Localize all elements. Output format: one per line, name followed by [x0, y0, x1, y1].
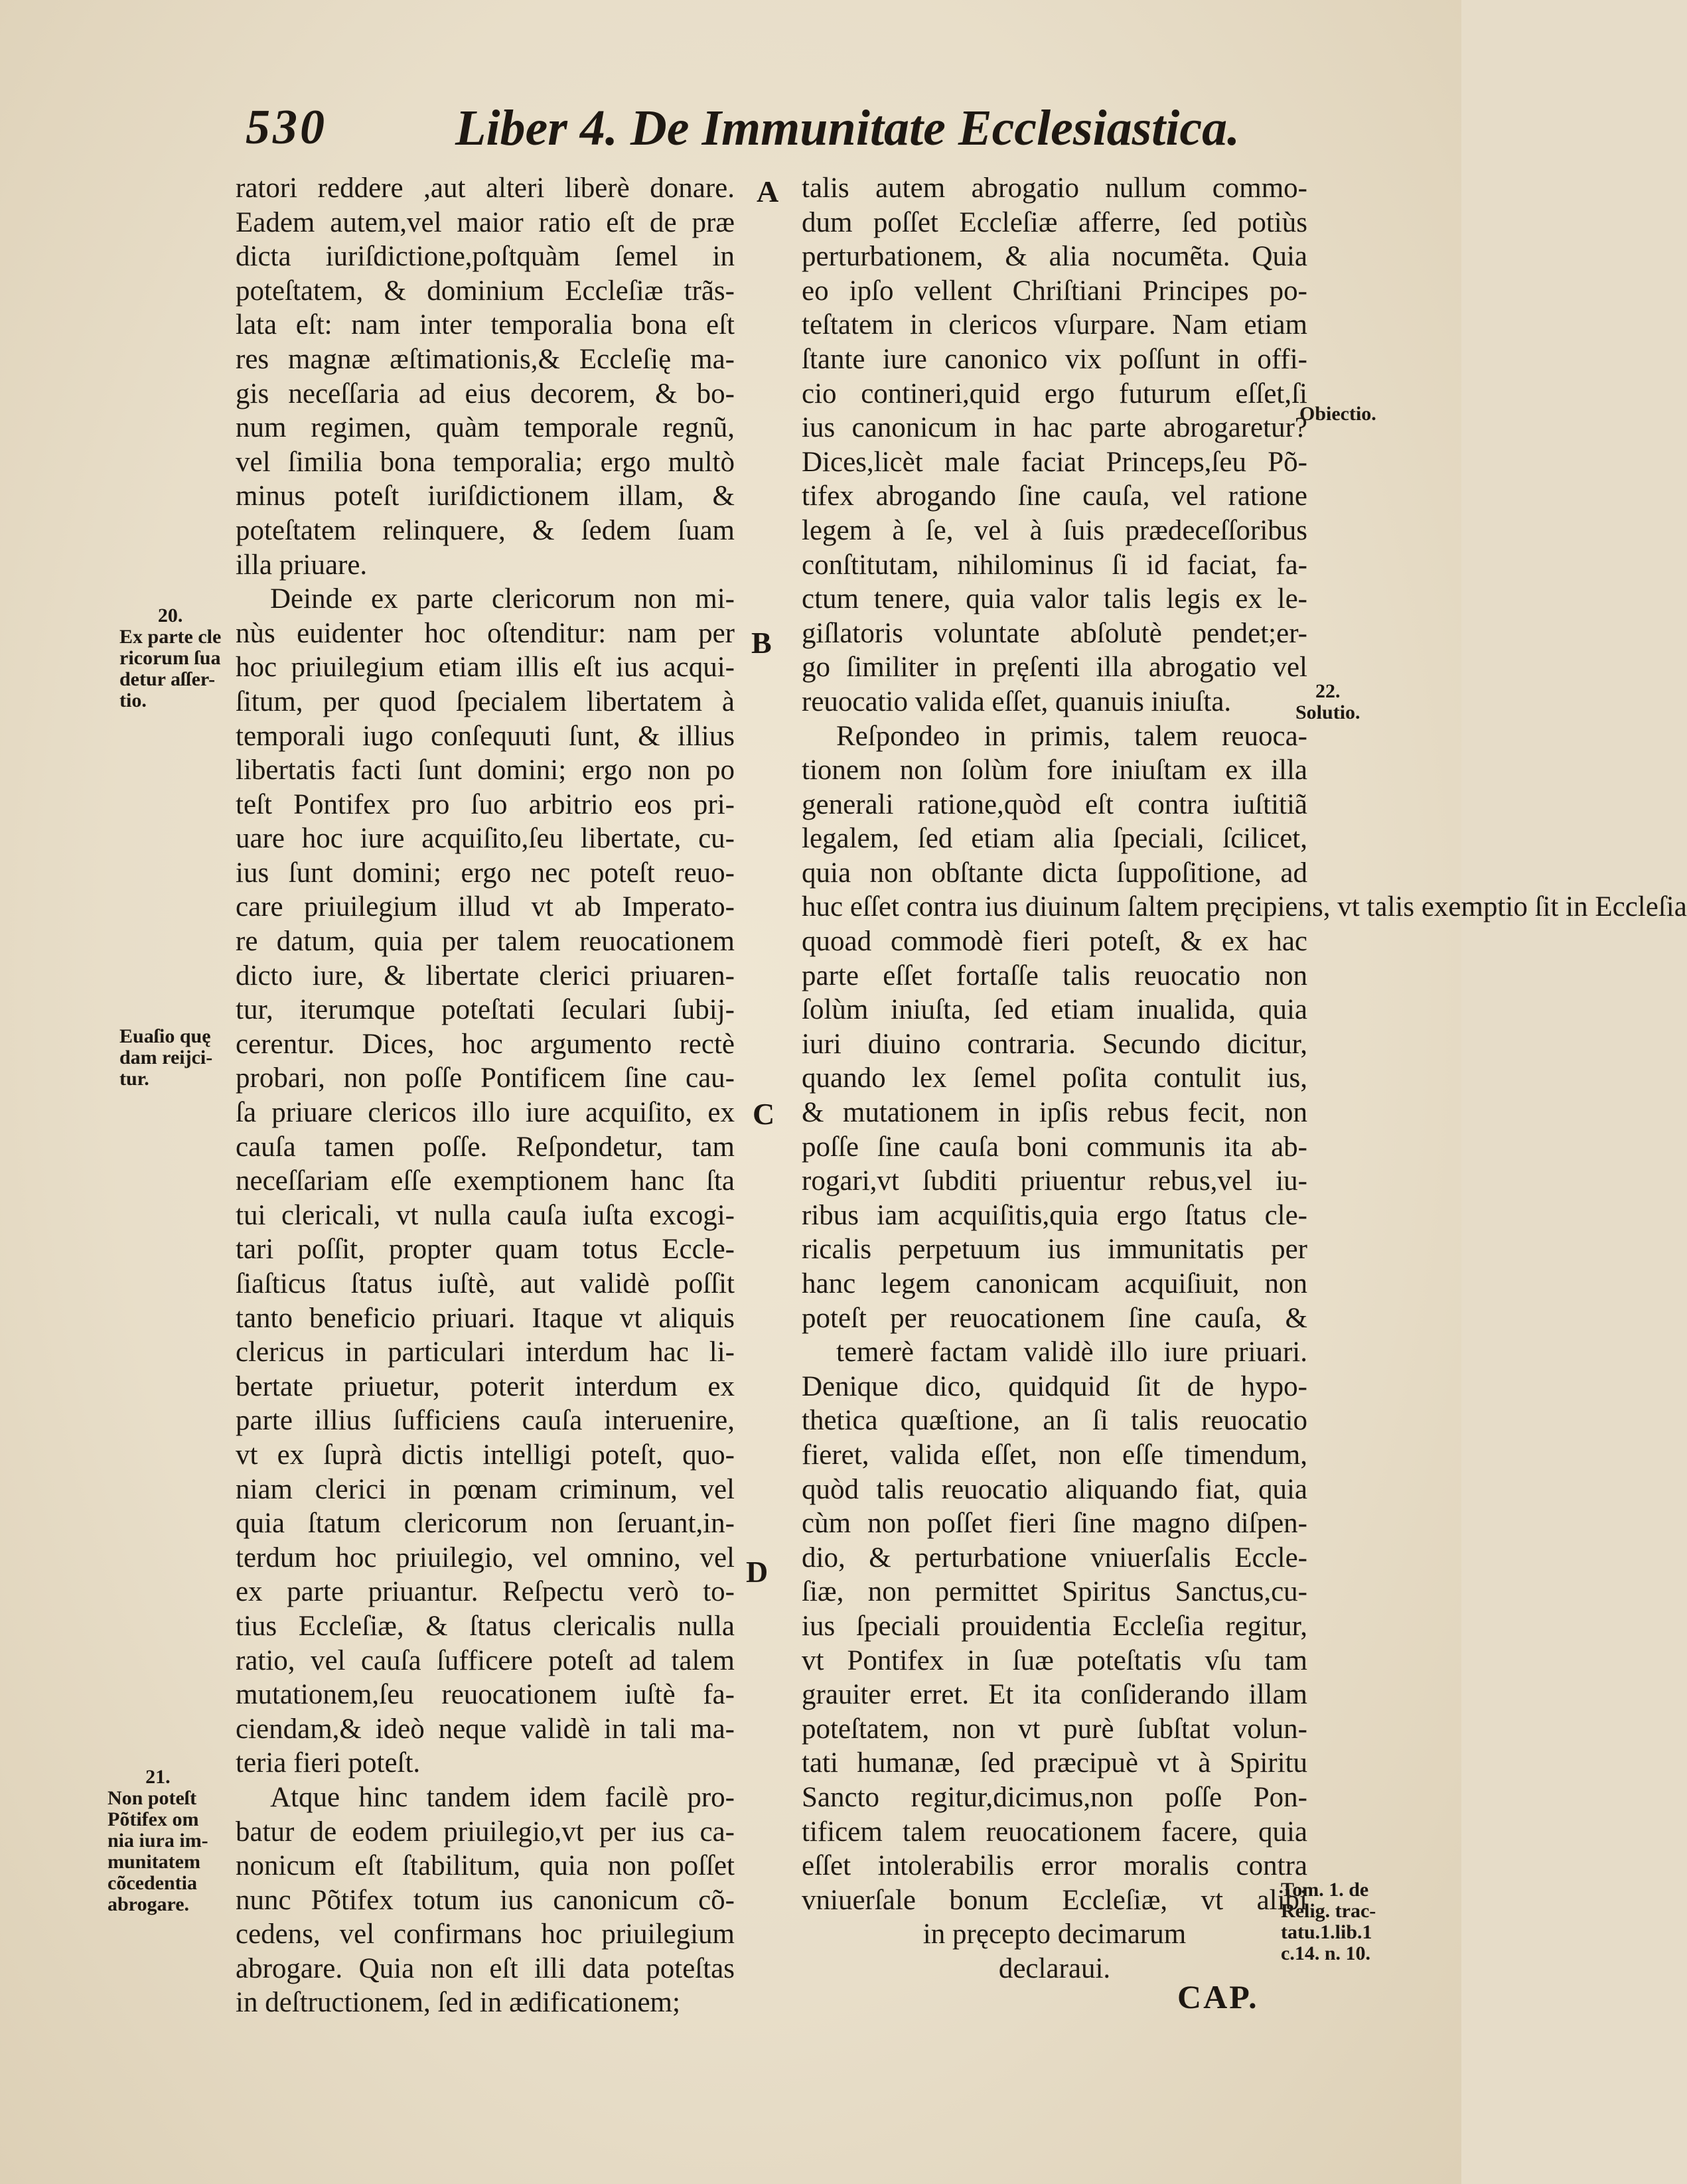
text-line: vel ſimilia bona temporalia; ergo multò	[236, 446, 735, 478]
text-line: tati humanæ, ſed præcipuè vt à Spiritu	[802, 1747, 1307, 1779]
text-line: ribus iam acquiſitis,quia ergo ſtatus cle-	[802, 1199, 1307, 1231]
text-line: Eadem autem,vel maior ratio eſt de præ	[236, 206, 735, 238]
text-line: tius Eccleſiæ, & ſtatus clericalis nulla	[236, 1610, 735, 1642]
text-line: re datum, quia per talem reuocationem	[236, 926, 735, 958]
text-line: ſtante iure canonico vix poſſunt in offi-	[802, 343, 1307, 375]
page-header	[0, 100, 1461, 173]
text-line: Reſpondeo in primis, talem reuoca-	[836, 720, 1307, 752]
text-line: hoc priuilegium etiam illis eſt ius acqui-	[236, 652, 735, 684]
text-line: minus poteſt iuriſdictionem illam, &	[236, 480, 735, 512]
text-line: cedens, vel confirmans hoc priuilegium	[236, 1919, 735, 1950]
text-line: quoad commodè fieri poteſt, & ex hac	[802, 926, 1307, 958]
text-line: illa priuare.	[236, 549, 368, 581]
text-line: go ſimiliter in pręſenti illa abrogatio vel	[802, 652, 1307, 684]
text-line: cerentur. Dices, hoc argumento rectè	[236, 1028, 735, 1060]
text-line: in deſtructionem, ſed in ædificationem;	[236, 1987, 680, 2019]
text-line: poteſtatem, non vt purè ſubſtat volun-	[802, 1713, 1307, 1745]
text-line: ciendam,& ideò neque validè in tali ma-	[236, 1713, 735, 1745]
text-line: vt ex ſuprà dictis intelligi poteſt, quo-	[236, 1439, 735, 1471]
text-line: clericus in particulari interdum hac li-	[236, 1337, 735, 1368]
margin-note-reference: Tom. 1. de Relig. trac- tatu.1.lib.1 c.14. n. 10.	[1281, 1879, 1376, 1964]
text-line: parte illius ſufficiens cauſa interuenire,	[236, 1405, 735, 1437]
text-line: care priuilegium illud vt ab Imperato-	[236, 891, 735, 923]
text-line: legem à ſe, vel à ſuis prædeceſſoribus	[802, 514, 1307, 546]
section-letter-a: A	[757, 175, 779, 208]
section-letter-d: D	[746, 1555, 769, 1589]
text-line: Sancto regitur,dicimus,non poſſe Pon-	[802, 1781, 1307, 1813]
text-line: ratori reddere ,aut alteri liberè donare.	[236, 173, 735, 204]
margin-note-20: 20. Ex parte cle ricorum ſua detur aſſer- tio.	[119, 605, 222, 711]
text-line: Dices,licèt male faciat Princeps,ſeu Põ-	[802, 446, 1307, 478]
text-line: ius canonicum in hac parte abrogaretur?	[802, 412, 1307, 444]
text-line: quia non obſtante dicta ſuppoſitione, ad	[802, 857, 1307, 889]
text-line: bertate priuetur, poterit interdum ex	[236, 1370, 735, 1402]
text-line: terdum hoc priuilegio, vel omnino, vel	[236, 1542, 735, 1573]
page-number: 530	[246, 100, 327, 155]
margin-note-22: 22. Solutio.	[1295, 680, 1360, 723]
text-line: cauſa tamen poſſe. Reſpondetur, tam	[236, 1131, 735, 1163]
text-line: poteſtatem relinquere, & ſedem ſuam	[236, 514, 735, 546]
text-line: eſſet intolerabilis error moralis contra	[802, 1850, 1307, 1882]
text-line: ius ſunt domini; ergo nec poteſt reuo-	[236, 857, 735, 889]
text-line: libertatis facti ſunt domini; ergo non po	[236, 755, 735, 786]
text-line: cio contineri,quid ergo futurum eſſet,ſi	[802, 378, 1307, 409]
margin-note-21: 21. Non poteſt Põtifex om nia iura im- munitatem cõcedentia abrogare.	[108, 1766, 208, 1915]
text-line: conſtitutam, nihilominus ſi id faciat, fa-	[802, 549, 1307, 581]
text-line: legalem, ſed etiam alia ſpeciali, ſcilicet,	[802, 823, 1307, 855]
text-line: tanto beneficio priuari. Itaque vt aliquis	[236, 1302, 735, 1334]
text-line: ratio, vel cauſa ſufficere poteſt ad talem	[236, 1644, 735, 1676]
text-line: res magnæ æſtimationis,& Eccleſię ma-	[236, 343, 735, 375]
text-line: teſtatem in clericos vſurpare. Nam etiam	[802, 309, 1307, 341]
text-line: perturbationem, & alia nocumẽta. Quia	[802, 241, 1307, 273]
text-line: tari poſſit, propter quam totus Eccle-	[236, 1234, 735, 1266]
text-line: dio, & perturbatione vniuerſalis Eccle-	[802, 1542, 1307, 1573]
text-line: cùm non poſſet fieri ſine magno diſpen-	[802, 1508, 1307, 1540]
running-head: Liber 4. De Immunitate Ecclesiastica.	[455, 100, 1240, 156]
text-line: vniuerſale bonum Eccleſiæ, vt alibi	[802, 1884, 1307, 1916]
text-line: poteſt per reuocationem ſine cauſa, &	[802, 1302, 1307, 1334]
text-line: rogari,vt ſubditi priuentur rebus,vel iu-	[802, 1165, 1307, 1197]
text-line: nùs euidenter hoc oſtenditur: nam per	[236, 617, 735, 649]
text-line: generali ratione,quòd eſt contra iuſtitiã	[802, 788, 1307, 820]
text-line: uare hoc iure acquiſito,ſeu libertate, cu-	[236, 823, 735, 855]
text-line: ſiæ, non permittet Spiritus Sanctus,cu-	[802, 1576, 1307, 1608]
text-line: Denique dico, quidquid ſit de hypo-	[802, 1370, 1307, 1402]
text-line: in pręcepto decimarum	[922, 1919, 1187, 1950]
text-line: tur, iterumque poteſtati ſeculari ſubij-	[236, 994, 735, 1026]
section-letter-b: B	[751, 626, 772, 660]
text-line: temerè factam validè illo iure priuari.	[836, 1337, 1307, 1368]
text-line: teſt Pontifex pro ſuo arbitrio eos pri-	[236, 788, 735, 820]
text-line: grauiter erret. Et ita conſiderando illam	[802, 1679, 1307, 1711]
text-line: nonicum eſt ſtabilitum, quia non poſſet	[236, 1850, 735, 1882]
text-line: quia ſtatum clericorum non ſeruant,in-	[236, 1508, 735, 1540]
catchword: CAP.	[1177, 1978, 1259, 2015]
text-line: ſiaſticus ſtatus iuſtè, aut validè poſſit	[236, 1268, 735, 1299]
text-line: talis autem abrogatio nullum commo-	[802, 173, 1307, 204]
text-line: tificem talem reuocationem facere, quia	[802, 1816, 1307, 1848]
text-line: eo ipſo vellent Chriſtiani Principes po-	[802, 275, 1307, 307]
text-line: poſſe ſine cauſa boni communis ita ab-	[802, 1131, 1307, 1163]
text-line: declaraui.	[998, 1952, 1111, 1984]
text-line: niam clerici in pœnam criminum, vel	[236, 1473, 735, 1505]
text-line: dicta iuriſdictione,poſtquàm ſemel in	[236, 241, 735, 273]
text-line: lata eſt: nam inter temporalia bona eſt	[236, 309, 735, 341]
text-line: teria fieri poteſt.	[236, 1747, 421, 1779]
text-line: tifex abrogando ſine cauſa, vel ratione	[802, 480, 1307, 512]
text-line: tui clericali, vt nulla cauſa iuſta excogi-	[236, 1199, 735, 1231]
text-line: abrogare. Quia non eſt illi data poteſtas	[236, 1952, 735, 1984]
text-line: tionem non ſolùm fore iniuſtam ex illa	[802, 755, 1307, 786]
text-line: Deinde ex parte clericorum non mi-	[270, 583, 735, 615]
text-line: thetica quæſtione, an ſi talis reuocatio	[802, 1405, 1307, 1437]
text-line: gis neceſſaria ad eius decorem, & bo-	[236, 378, 735, 409]
text-line: ctum tenere, quia valor talis legis ex le-	[802, 583, 1307, 615]
text-line: quando lex ſemel poſita contulit ius,	[802, 1062, 1307, 1094]
text-line: ſolùm iniuſta, ſed etiam inualida, quia	[802, 994, 1307, 1026]
text-line: ius ſpeciali prouidentia Eccleſia regitur,	[802, 1610, 1307, 1642]
text-line: num regimen, quàm temporale regnũ,	[236, 412, 735, 444]
text-line: hanc legem canonicam acquiſiuit, non	[802, 1268, 1307, 1299]
text-line: reuocatio valida eſſet, quanuis iniuſta.	[802, 686, 1232, 717]
text-line: fieret, valida eſſet, non eſſe timendum,	[802, 1439, 1307, 1471]
text-line: huc eſſet contra ius diuinum ſaltem pręcipiens, vt talis exemptio ſit in Eccleſia	[802, 891, 1687, 923]
text-line: dum poſſet Eccleſiæ afferre, ſed potiùs	[802, 206, 1307, 238]
text-line: neceſſariam eſſe exemptionem hanc ſta	[236, 1165, 735, 1197]
text-line: ricalis perpetuum ius immunitatis per	[802, 1234, 1307, 1266]
text-line: parte eſſet fortaſſe talis reuocatio non	[802, 960, 1307, 991]
text-line: batur de eodem priuilegio,vt per ius ca-	[236, 1816, 735, 1848]
text-line: mutationem,ſeu reuocationem iuſtè fa-	[236, 1679, 735, 1711]
text-line: probari, non poſſe Pontificem ſine cau-	[236, 1062, 735, 1094]
text-line: ſitum, per quod ſpecialem libertatem à	[236, 686, 735, 717]
text-line: ſa priuare clericos illo iure acquiſito, ex	[236, 1097, 735, 1129]
margin-note-obiectio: Obiectio.	[1299, 403, 1376, 425]
text-line: quòd talis reuocatio aliquando fiat, quia	[802, 1473, 1307, 1505]
text-line: vt Pontifex in ſuæ poteſtatis vſu tam	[802, 1644, 1307, 1676]
margin-note-euasio: Euaſio quę dam reijci- tur.	[119, 1025, 213, 1090]
text-line: temporali iugo conſequuti ſunt, & illius	[236, 720, 735, 752]
text-line: Atque hinc tandem idem facilè pro-	[270, 1781, 735, 1813]
text-line: poteſtatem, & dominium Eccleſiæ trãs-	[236, 275, 735, 307]
left-text-column	[236, 171, 735, 2020]
section-letter-c: C	[753, 1097, 775, 1131]
text-line: giſlatoris voluntate abſolutè pendet;er-	[802, 617, 1307, 649]
text-line: ex parte priuantur. Reſpectu verò to-	[236, 1576, 735, 1608]
text-line: iuri diuino contraria. Secundo dicitur,	[802, 1028, 1307, 1060]
text-line: nunc Põtifex totum ius canonicum cõ-	[236, 1884, 735, 1916]
text-line: & mutationem in ipſis rebus fecit, non	[802, 1097, 1307, 1129]
text-line: dicto iure, & libertate clerici priuaren-	[236, 960, 735, 991]
